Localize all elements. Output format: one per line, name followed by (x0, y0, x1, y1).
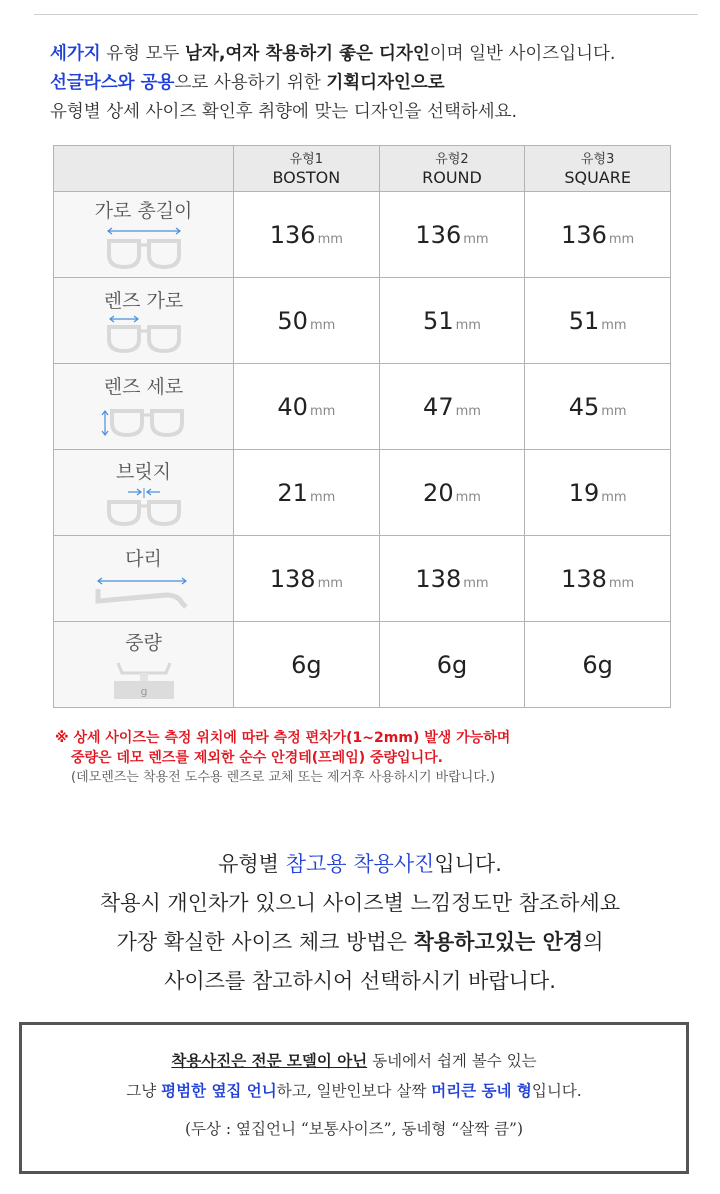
total-width-glasses-icon (104, 225, 184, 273)
table-row (54, 622, 671, 708)
value-cell: 136 mm (234, 192, 380, 278)
value-cell: 47 mm (379, 364, 525, 450)
note-line-1: ※ 상세 사이즈는 측정 위치에 따라 측정 편차가(1~2mm) 발생 가능하며 (55, 730, 511, 746)
photo-line-1: 유형별 참고용 착용사진입니다. (218, 852, 502, 876)
intro-line-3: 유형별 상세 사이즈 확인후 취향에 맞는 디자인을 선택하세요. (50, 102, 518, 122)
photo-line-2: 착용시 개인차가 있으니 사이즈별 느낌정도만 참조하세요 (99, 891, 621, 915)
value-cell: 20 mm (379, 450, 525, 536)
note-line-3: (데모렌즈는 착용전 도수용 렌즈로 교체 또는 제거후 사용하시기 바랍니다.) (71, 770, 496, 785)
value-cell: 21 mm (234, 450, 380, 536)
intro-line-1: 세가지 유형 모두 남자,여자 착용하기 좋은 디자인이며 일반 사이즈입니다. (50, 44, 616, 64)
value-cell: 45 mm (525, 364, 671, 450)
value-cell: 138 mm (379, 536, 525, 622)
table-row (54, 192, 671, 278)
value-cell: 50 mm (234, 278, 380, 364)
table-row (54, 278, 671, 364)
model-line-2: 그냥 평범한 옆집 언니하고, 일반인보다 살짝 머리큰 동네 형입니다. (126, 1081, 582, 1100)
value-cell: 136 mm (525, 192, 671, 278)
bridge-glasses-icon (104, 486, 184, 528)
header-type-1: 유형1 BOSTON (234, 146, 380, 192)
scale-unit-text: g (140, 685, 147, 698)
row-label-cell: 가로 총길이 (54, 192, 234, 278)
intro-text (50, 40, 700, 127)
photo-line-3: 가장 확실한 사이즈 체크 방법은 착용하고있는 안경의 (116, 930, 604, 954)
row-label-cell: 다리 (54, 536, 234, 622)
lens-width-glasses-icon (104, 315, 184, 355)
temple-arm-icon (94, 573, 194, 613)
value-cell: 51 mm (379, 278, 525, 364)
model-line-3: (두상 : 옆집언니 “보통사이즈”, 동네형 “살짝 큼”) (184, 1120, 524, 1138)
header-empty-cell (54, 146, 234, 192)
value-cell: 136 mm (379, 192, 525, 278)
table-header-row (54, 146, 671, 192)
value-cell: 138 mm (525, 536, 671, 622)
row-label-cell: 렌즈 가로 (54, 278, 234, 364)
header-type-3: 유형3 SQUARE (525, 146, 671, 192)
measurement-notes (55, 728, 695, 788)
row-label-cell: 브릿지 (54, 450, 234, 536)
size-spec-table (53, 145, 671, 708)
note-line-2: 중량은 데모 렌즈를 제외한 순수 안경테(프레임) 중량입니다. (71, 750, 443, 766)
intro-line-2: 선글라스와 공용으로 사용하기 위한 기획디자인으로 (50, 73, 445, 93)
value-cell: 138 mm (234, 536, 380, 622)
photo-line-4: 사이즈를 참고하시어 선택하시기 바랍니다. (164, 969, 556, 993)
top-divider (34, 14, 698, 15)
value-cell: 40 mm (234, 364, 380, 450)
table-row (54, 364, 671, 450)
header-type-2: 유형2 ROUND (379, 146, 525, 192)
value-cell: 51 mm (525, 278, 671, 364)
table-row (54, 450, 671, 536)
value-cell: 6g (234, 622, 380, 708)
row-label-cell: 렌즈 세로 (54, 364, 234, 450)
model-line-1: 착용사진은 전문 모델이 아닌 동네에서 쉽게 볼수 있는 (171, 1051, 537, 1070)
scale-weight-icon (104, 657, 184, 701)
row-label-cell: 중량 g (54, 622, 234, 708)
photo-section-text (0, 845, 720, 1001)
value-cell: 6g (525, 622, 671, 708)
table-row (54, 536, 671, 622)
lens-height-glasses-icon (101, 401, 187, 441)
model-info-box (19, 1022, 689, 1174)
value-cell: 19 mm (525, 450, 671, 536)
value-cell: 6g (379, 622, 525, 708)
